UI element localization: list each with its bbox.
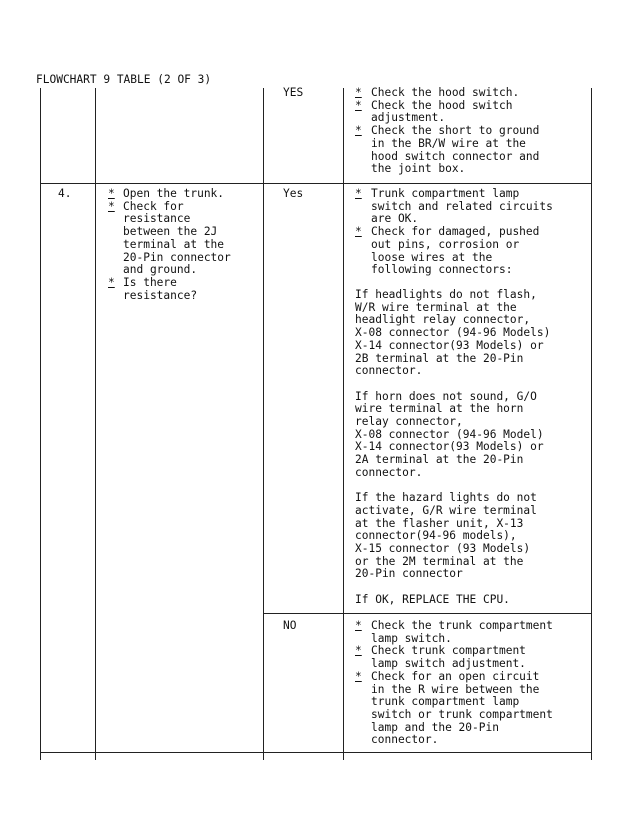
bullet-icon: * — [355, 86, 362, 99]
bullet-icon: * — [355, 187, 362, 200]
bullet-icon: * — [355, 619, 362, 632]
bullet-icon: * — [355, 644, 362, 658]
row-divider-2 — [263, 613, 592, 614]
bullet-text: Check the hood switch. — [371, 86, 520, 99]
result-label: Yes — [283, 187, 304, 200]
table-border-right — [591, 88, 592, 760]
bullet-text: Check for resistance between the 2J terminal at the 20-Pin connector and ground. — [123, 199, 231, 277]
table-border-left — [40, 88, 41, 760]
bullet-icon: * — [355, 225, 362, 239]
note-paragraph: If OK, REPLACE THE CPU. — [355, 592, 510, 606]
result-label: NO — [283, 619, 297, 632]
bullet-text: Check the short to ground in the BR/W wire at the hood switch connector and the joint box. — [371, 124, 540, 176]
column-divider-1 — [95, 88, 96, 760]
table-border-bottom — [40, 752, 592, 753]
bullet-text: Check trunk compartment lamp switch adjustment. — [371, 644, 526, 671]
bullet-icon: * — [355, 124, 362, 138]
column-divider-3 — [343, 88, 344, 760]
bullet-icon: * — [355, 669, 362, 683]
bullet-icon: * — [108, 187, 115, 200]
bullet-icon: * — [108, 275, 115, 289]
bullet-text: Check for an open circuit in the R wire between the trunk compartment lamp switch or trunk compartment lamp and the 20-Pin connector. — [371, 669, 553, 747]
bullet-text: Open the trunk. — [123, 187, 225, 200]
note-paragraph: If headlights do not flash, W/R wire terminal at the headlight relay connector, X-08 connector (94-96 Models) X-14 connector(93 Models) or 2B terminal at the 20-Pin connector. — [355, 288, 551, 378]
column-divider-2 — [263, 88, 264, 760]
bullet-text: Check for damaged, pushed out pins, corrosion or loose wires at the following connectors: — [371, 225, 540, 277]
note-paragraph: If the hazard lights do not activate, G/R wire terminal at the flasher unit, X-13 connector(94-96 models), X-15 connector (93 Models) or the 2M terminal at the 20-Pin connector — [355, 491, 537, 581]
bullet-icon: * — [355, 98, 362, 112]
row-divider-1 — [40, 183, 592, 184]
note-paragraph: If horn does not sound, G/O wire terminal at the horn relay connector, X-08 connector (94-96 Model) X-14 connector(93 Models) or 2A terminal at the 20-Pin connector. — [355, 389, 544, 479]
bullet-text: Trunk compartment lamp switch and related circuits are OK. — [371, 187, 553, 226]
step-number: 4. — [58, 187, 72, 200]
bullet-icon: * — [108, 199, 115, 213]
page-title: FLOWCHART 9 TABLE (2 OF 3) — [36, 73, 212, 86]
bullet-text: Check the hood switch adjustment. — [371, 98, 513, 125]
bullet-text: Is there resistance? — [123, 275, 198, 302]
bullet-text: Check the trunk compartment lamp switch. — [371, 619, 553, 645]
result-label: YES — [283, 86, 304, 99]
